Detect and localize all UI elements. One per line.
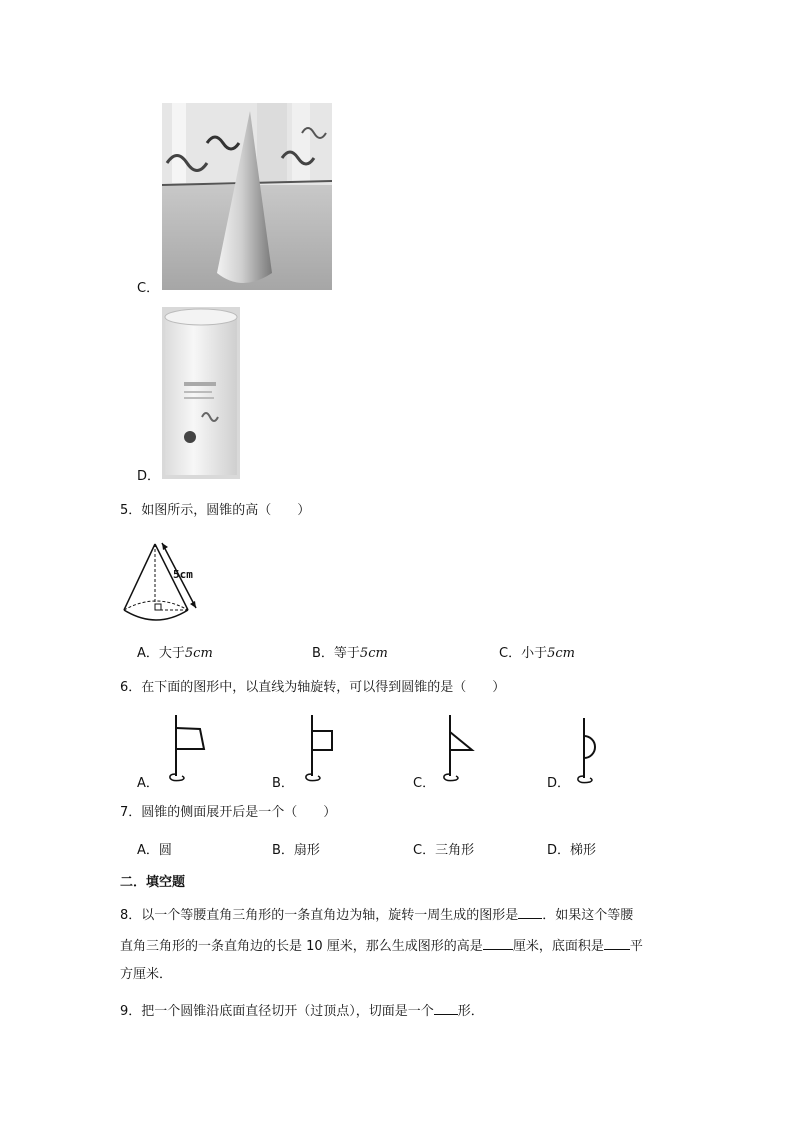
shape-d-figure: [570, 712, 620, 784]
option-d-label: D．: [137, 469, 161, 484]
q7-option-d: D．梯形: [547, 843, 597, 858]
q8-blank-2[interactable]: [483, 936, 513, 950]
section-heading-fill-in: 二．填空题: [120, 875, 186, 890]
q8-part2: ．如果这个等腰: [542, 908, 634, 923]
option-c-label: C．: [137, 281, 160, 296]
q6-option-b: B．: [272, 776, 294, 791]
cone-slant-label: 5cm: [173, 568, 193, 581]
q6-option-d: D．: [547, 776, 571, 791]
question-8-line-3: 方厘米．: [120, 967, 173, 982]
cone-photo: [162, 103, 332, 290]
shape-c-figure: [436, 712, 486, 784]
q8-line2a: 直角三角形的一条直角边的长是 10 厘米，那么生成图形的高是: [120, 939, 483, 954]
q8-line2c: 平: [629, 939, 643, 954]
q5-option-c-label: C．小于: [499, 646, 548, 661]
q9-blank[interactable]: [434, 1001, 458, 1015]
shape-b-figure: [298, 712, 348, 784]
q7-option-c: C．三角形: [413, 843, 475, 858]
shape-a-figure: [162, 712, 212, 784]
q9-part1: 9．把一个圆锥沿底面直径切开（过顶点），切面是一个: [120, 1004, 434, 1019]
question-6-text: 6．在下面的图形中，以直线为轴旋转，可以得到圆锥的是（ ）: [120, 680, 506, 695]
q5-option-b-label: B．等于: [312, 646, 360, 661]
q6-option-a: A．: [137, 776, 159, 791]
question-8-line-2: [120, 936, 643, 955]
q8-part1: 8．以一个等腰直角三角形的一条直角边为轴，旋转一周生成的图形是: [120, 908, 519, 923]
question-5-text: 5．如图所示，圆锥的高（ ）: [120, 503, 311, 518]
q6-option-c: C．: [413, 776, 436, 791]
q5-option-c: [499, 646, 575, 662]
q7-option-b: B．扇形: [272, 843, 320, 858]
q9-part2: 形．: [457, 1004, 484, 1019]
cylinder-photo: [162, 307, 240, 479]
question-9-text: [120, 1001, 484, 1020]
q5-option-c-unit: 5cm: [547, 646, 575, 661]
q8-blank-1[interactable]: [518, 905, 542, 919]
q8-blank-3[interactable]: [604, 936, 630, 950]
q5-option-a: [137, 646, 213, 662]
q5-option-a-label: A．大于: [137, 646, 185, 661]
q8-line2b: 厘米，底面积是: [512, 939, 604, 954]
q5-option-b-unit: 5cm: [359, 646, 388, 661]
q5-option-b: [312, 646, 388, 662]
q5-option-a-unit: 5cm: [184, 646, 213, 661]
question-7-text: 7．圆锥的侧面展开后是一个（ ）: [120, 805, 337, 820]
q7-option-a: A．圆: [137, 843, 172, 858]
cone-diagram: [118, 538, 208, 628]
question-8-line-1: [120, 905, 633, 924]
